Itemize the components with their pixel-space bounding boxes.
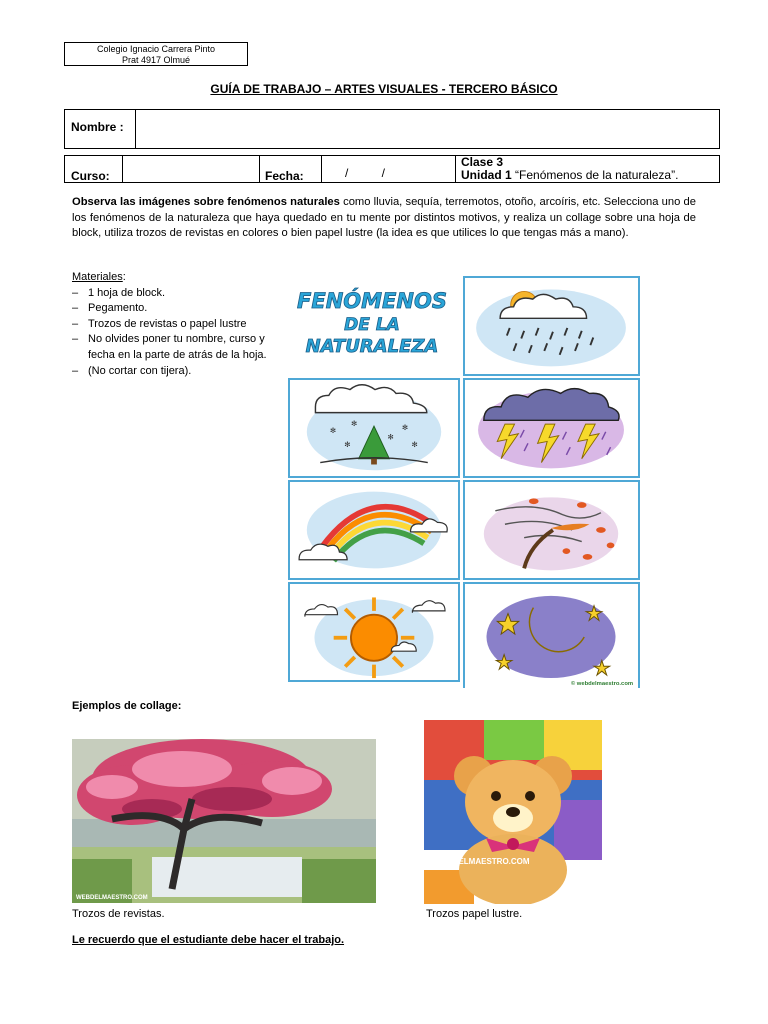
unit-label: Unidad 1 [461,168,512,182]
name-label: Nombre : [71,120,124,134]
page-title: GUÍA DE TRABAJO – ARTES VISUALES - TERCERO BÁSICO [210,82,558,96]
footer-note: Le recuerdo que el estudiante debe hacer el trabajo. [72,934,345,946]
course-row [64,155,720,183]
poster-title-line1: FENÓMENOS [297,289,447,313]
svg-text:✻: ✻ [411,440,418,450]
storm-panel [463,378,640,478]
material-item: – Pegamento. [72,301,284,317]
unit-title: “Fenómenos de la naturaleza”. [515,168,679,182]
instructions-text: como lluvia, sequía, terremotos, otoño, arcoíris, etc. Selecciona uno de los fenómenos de la naturaleza que haya quedado en tu mente por distintos motivos, y realiza un collage sobre una hoja de block, utiliza trozos de revistas en colores o bien papel lustre (la idea es que utilices lo que tengas más a mano). [72,196,696,239]
caption-paper: Trozos papel lustre. [426,908,523,920]
class-number: Clase 3 [461,155,504,169]
examples-heading: Ejemplos de collage: [72,700,182,712]
snow-icon [290,380,458,476]
name-field[interactable] [137,110,719,148]
course-field[interactable] [123,156,259,182]
storm-icon [465,380,638,476]
rainbow-icon [290,482,458,578]
moon-icon [465,584,638,688]
course-label: Curso: [71,169,110,183]
svg-text:✻: ✻ [329,425,337,435]
material-item: – 1 hoja de block. [72,286,284,302]
sun-panel [288,582,460,682]
svg-text:✻: ✻ [350,419,358,429]
rain-icon [465,278,638,374]
material-item: – (No cortar con tijera). [72,364,284,380]
bear-collage-image [424,720,602,904]
poster-title-line2: DE LA [344,315,400,335]
unit-line [461,168,678,182]
bear-collage-watermark: WEBDELMAESTRO.COM [434,857,530,866]
instructions-paragraph [72,195,696,242]
svg-text:✻: ✻ [401,422,409,432]
moon-panel [463,582,640,688]
sun-icon [290,584,458,680]
poster-title-line3: NATURALEZA [305,336,439,357]
materials-section: Materiales: – 1 hoja de block. – Pegamento. – Trozos de revistas o papel lustre – No olvides poner tu nombre, curso y fecha en la parte de atrás de la hoja. – (No cortar con tijera). [72,270,284,379]
wind-icon [465,482,638,578]
poster-watermark: © webdelmaestro.com [570,680,634,687]
date-label: Fecha: [265,169,304,183]
instructions-bold: Observa las imágenes sobre fenómenos naturales [72,196,340,208]
school-name: Colegio Ignacio Carrera Pinto [96,44,216,54]
materials-heading: Materiales [72,271,123,283]
school-header-box [64,42,248,66]
tree-collage-image [72,739,376,903]
wind-panel [463,480,640,580]
svg-text:✻: ✻ [387,432,394,442]
poster-title [288,280,460,372]
material-item: – Trozos de revistas o papel lustre [72,317,284,333]
tree-collage-watermark: WEBDELMAESTRO.COM [76,895,148,901]
materials-list [72,286,284,380]
school-address: Prat 4917 Olmué [121,55,191,65]
svg-text:✻: ✻ [344,440,351,450]
date-field[interactable]: / / [345,166,386,180]
rain-panel [463,276,640,376]
rainbow-panel [288,480,460,580]
caption-magazine: Trozos de revistas. [72,908,165,920]
name-row [64,109,720,149]
material-item: – No olvides poner tu nombre, curso y fecha en la parte de atrás de la hoja. [72,332,284,363]
snow-panel [288,378,460,478]
